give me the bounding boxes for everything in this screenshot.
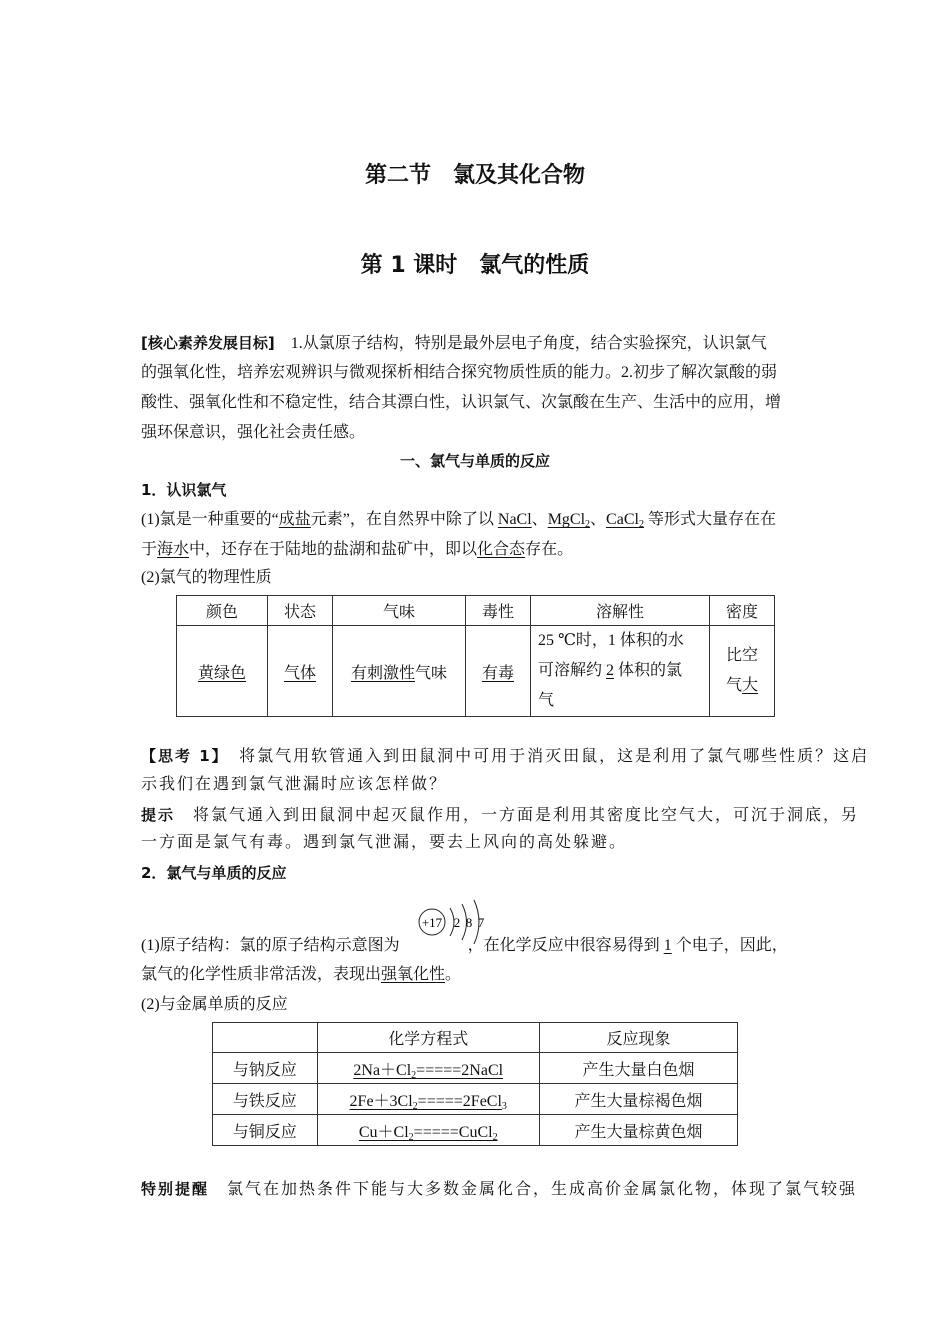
subheading-2: 2．氯气与单质的反应	[141, 864, 287, 882]
table-cell: 25 ℃时，1 体积的水 可溶解约 2 体积的氯 气	[531, 626, 710, 717]
note-label: 特别提醒	[141, 1180, 210, 1198]
atom-line-1: (1)原子结构：氯的原子结构示意图为 ，在化学反应中很容易得到 1 个电子，因此，	[141, 937, 788, 954]
goals-line-1: [核心素养发展目标] 1.从氯原子结构，特别是最外层电子角度，结合实验探究，认识氯气	[141, 334, 767, 352]
paragraph-1-line-2: 于海水中，还存在于陆地的盐湖和盐矿中，即以化合态存在。	[141, 541, 574, 558]
section-heading-1: 一、氯气与单质的反应	[399, 452, 550, 470]
special-note: 特别提醒 氯气在加热条件下能与大多数金属化合，生成高价金属氯化物，体现了氯气较强	[141, 1180, 858, 1198]
table-cell: 产生大量棕褐色烟	[539, 1084, 737, 1115]
table-row	[213, 1084, 738, 1115]
subheading-1: 1．认识氯气	[141, 481, 227, 499]
table-cell: $2Fe+3Cl_2=====2FeCl_3$	[317, 1084, 539, 1115]
think-line-1: 【思考 1】 将氯气用软管通入到田鼠洞中可用于消灭田鼠，这是利用了氯气哪些性质？这启	[141, 747, 870, 765]
header-cell: 气味	[333, 596, 466, 626]
page-title: 第二节 氯及其化合物	[364, 163, 585, 188]
table-cell: 比空 气大	[710, 626, 775, 717]
goals-line-4: 强环保意识，强化社会责任感。	[141, 424, 366, 441]
header-cell: 状态	[268, 596, 333, 626]
header-cell: 毒性	[466, 596, 531, 626]
metal-reaction-table	[212, 1022, 738, 1146]
table-cell: 产生大量棕黄色烟	[539, 1115, 737, 1146]
nucleus-charge: +17	[421, 915, 443, 930]
goals-line-2: 的强氧化性，培养宏观辨识与微观探析相结合探究物质性质的能力。2.初步了解次氯酸的弱	[141, 364, 778, 381]
hint-line-2: 一方面是氯气有毒。遇到氯气泄漏，要去上风向的高处躲避。	[141, 834, 628, 851]
goals-line-3: 酸性、强氧化性和不稳定性，结合其漂白性，认识氯气、次氯酸在生产、生活中的应用，增	[141, 394, 782, 411]
table-cell: 与铁反应	[213, 1084, 318, 1115]
shell-electron-count: 8	[465, 915, 473, 930]
header-cell	[213, 1023, 318, 1053]
shell-electron-count: 7	[477, 915, 485, 930]
table-cell: $2Na+Cl_2=====2NaCl$	[317, 1053, 539, 1084]
table-cell: 与钠反应	[213, 1053, 318, 1084]
header-cell: 化学方程式	[317, 1023, 539, 1053]
table-row	[213, 1053, 738, 1084]
table-cell: 产生大量白色烟	[539, 1053, 737, 1084]
table-cell: $Cu+Cl_2=====CuCl_2$	[317, 1115, 539, 1146]
table-cell: 与铜反应	[213, 1115, 318, 1146]
hint-label: 提示	[141, 806, 176, 824]
hint-line-1: 提示 将氯气通入到田鼠洞中起灭鼠作用，一方面是利用其密度比空气大，可沉于洞底，另	[141, 806, 860, 824]
goals-label: [核心素养发展目标]	[141, 334, 275, 352]
table-cell: 黄绿色	[177, 626, 268, 717]
paragraph-3: (2)与金属单质的反应	[141, 996, 288, 1013]
header-cell: 反应现象	[539, 1023, 737, 1053]
think-line-2: 示我们在遇到氯气泄漏时应该怎样做？	[141, 776, 448, 793]
table-row	[213, 1115, 738, 1146]
table-cell: 气体	[268, 626, 333, 717]
table-cell: 有毒	[466, 626, 531, 717]
table-header-row	[213, 1023, 738, 1053]
think-label: 【思考 1】	[141, 747, 222, 765]
header-cell: 颜色	[177, 596, 268, 626]
header-cell: 密度	[710, 596, 775, 626]
header-cell: 溶解性	[531, 596, 710, 626]
paragraph-2: (2)氯气的物理性质	[141, 569, 272, 586]
paragraph-1-line-1: (1)氯是一种重要的“成盐元素”，在自然界中除了以 NaCl、MgCl$_2$、CaCl$_2$ 等形式大量存在在	[141, 511, 776, 530]
atom-line-2: 氯气的化学性质非常活泼，表现出强氧化性。	[141, 966, 462, 983]
lesson-title: 第 1 课时 氯气的性质	[360, 253, 590, 278]
table-cell: 有刺激性气味	[333, 626, 466, 717]
physical-properties-table	[176, 595, 775, 717]
table-header-row	[177, 596, 775, 626]
shell-electron-count: 2	[453, 915, 461, 930]
table-row	[177, 626, 775, 717]
